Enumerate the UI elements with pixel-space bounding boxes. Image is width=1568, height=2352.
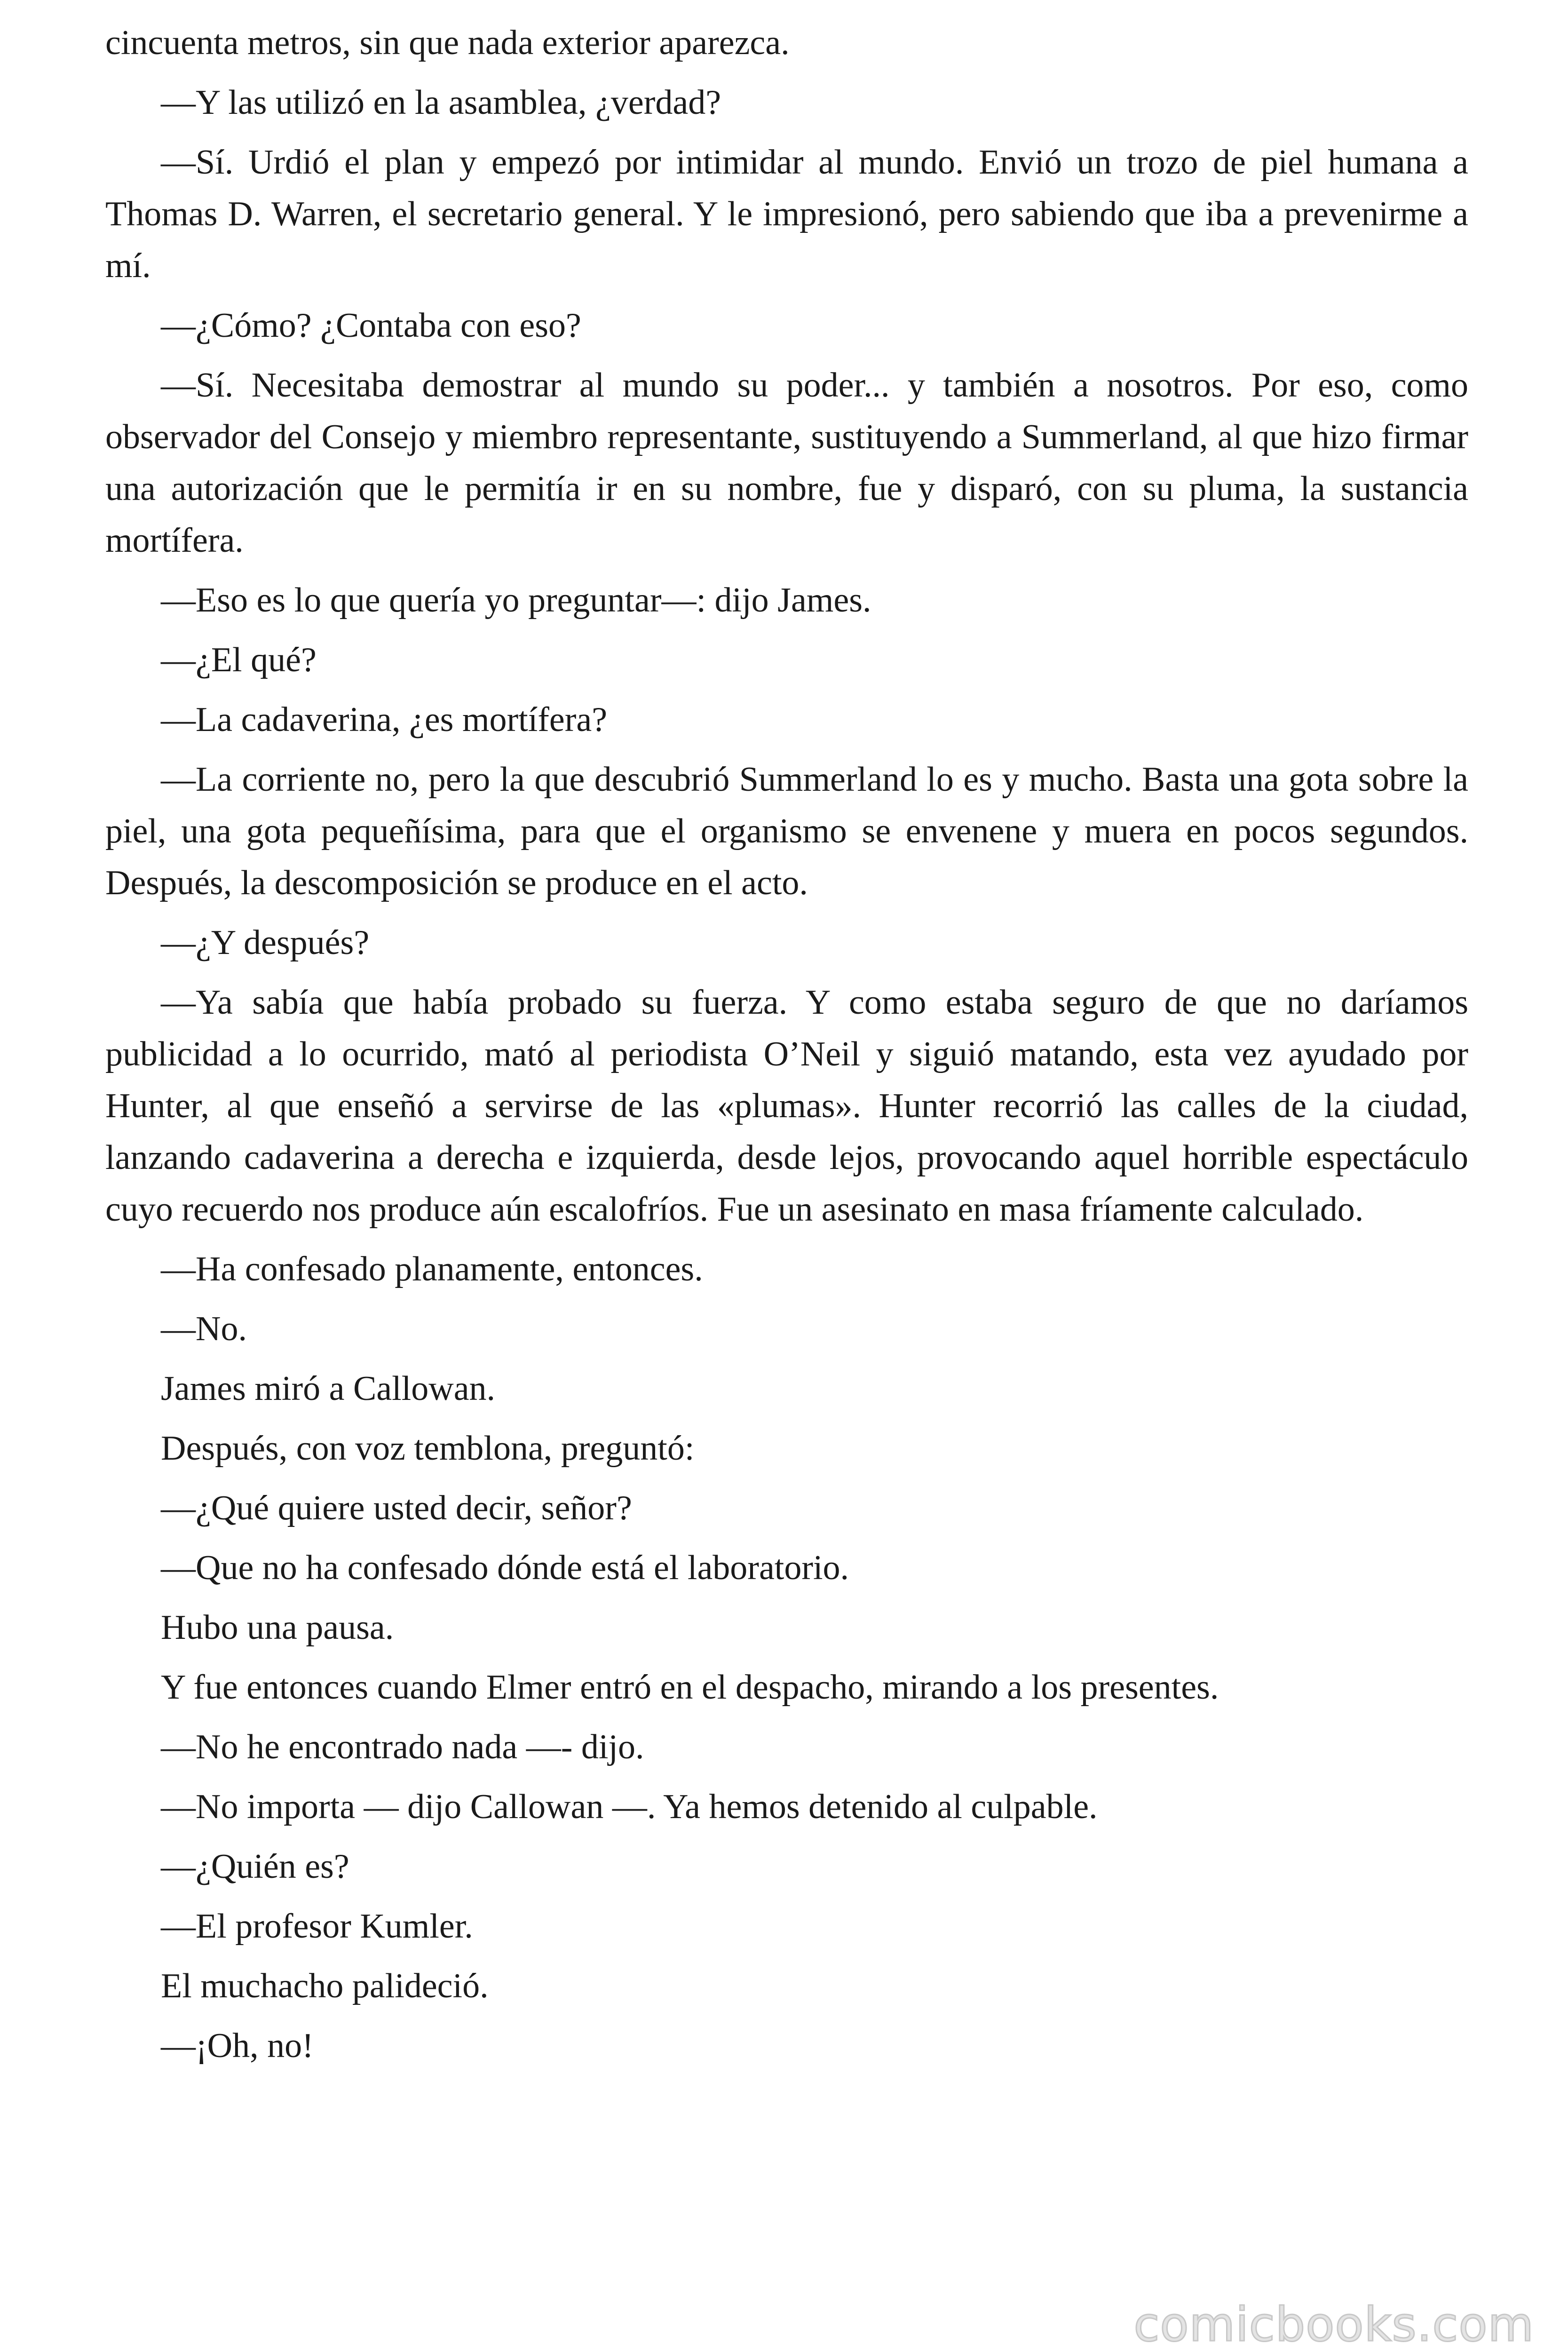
paragraph: —No he encontrado nada —- dijo. [161, 1728, 644, 1766]
paragraph: —¿Qué quiere usted decir, señor? [161, 1489, 632, 1527]
paragraph: Hubo una pausa. [161, 1608, 394, 1647]
paragraph: —Ya sabía que había probado su fuerza. Y como estaba seguro de que no daríamos publicidad a lo ocurrido, mató al periodista O’Neil y siguió matando, esta vez ayudado por Hunter, al que enseñó a servirse de las «plumas». Hunter recorrió las calles de la ciudad, lanzando cadaverina a derecha e izquierda, desde lejos, provocando aquel horrible espectáculo cuyo recuerdo nos produce aún escalofríos. Fue un asesinato en masa fríamente calculado. [105, 983, 1468, 1229]
paragraph: —¿Cómo? ¿Contaba con eso? [161, 306, 581, 345]
page-body-text [105, 17, 1468, 2080]
paragraph: —Sí. Urdió el plan y empezó por intimidar al mundo. Envió un trozo de piel humana a Thomas D. Warren, el secretario general. Y le impresionó, pero sabiendo que iba a prevenirme a mí. [105, 143, 1468, 285]
paragraph: —¿Y después? [161, 923, 370, 962]
paragraph: —¿Quién es? [161, 1847, 349, 1886]
paragraph: cincuenta metros, sin que nada exterior aparezca. [105, 24, 790, 62]
paragraph: —¿El qué? [161, 641, 317, 679]
paragraph: —Y las utilizó en la asamblea, ¿verdad? [161, 83, 721, 122]
paragraph: —La corriente no, pero la que descubrió Summerland lo es y mucho. Basta una gota sobre la piel, una gota pequeñísima, para que el organismo se envenene y muera en pocos segundos. Después, la descomposición se produce en el acto. [105, 760, 1468, 902]
paragraph: —La cadaverina, ¿es mortífera? [161, 700, 608, 739]
paragraph: Después, con voz temblona, preguntó: [161, 1429, 695, 1468]
paragraph: —Sí. Necesitaba demostrar al mundo su poder... y también a nosotros. Por eso, como observador del Consejo y miembro representante, sustituyendo a Summerland, al que hizo firmar una autorización que le permitía ir en su nombre, fue y disparó, con su pluma, la sustancia mortífera. [105, 366, 1468, 560]
paragraph: James miró a Callowan. [161, 1369, 496, 1408]
paragraph: —Que no ha confesado dónde está el laboratorio. [161, 1549, 849, 1587]
paragraph: —No. [161, 1310, 247, 1348]
paragraph: El muchacho palideció. [161, 1967, 489, 2005]
paragraph: —Eso es lo que quería yo preguntar—: dijo James. [161, 581, 871, 620]
watermark: comicbooks.com [1133, 2297, 1534, 2352]
paragraph: Y fue entonces cuando Elmer entró en el despacho, mirando a los presentes. [161, 1668, 1219, 1707]
paragraph: —¡Oh, no! [161, 2026, 314, 2065]
paragraph: —El profesor Kumler. [161, 1907, 473, 1946]
paragraph: —Ha confesado planamente, entonces. [161, 1250, 703, 1288]
paragraph: —No importa — dijo Callowan —. Ya hemos detenido al culpable. [161, 1788, 1098, 1826]
